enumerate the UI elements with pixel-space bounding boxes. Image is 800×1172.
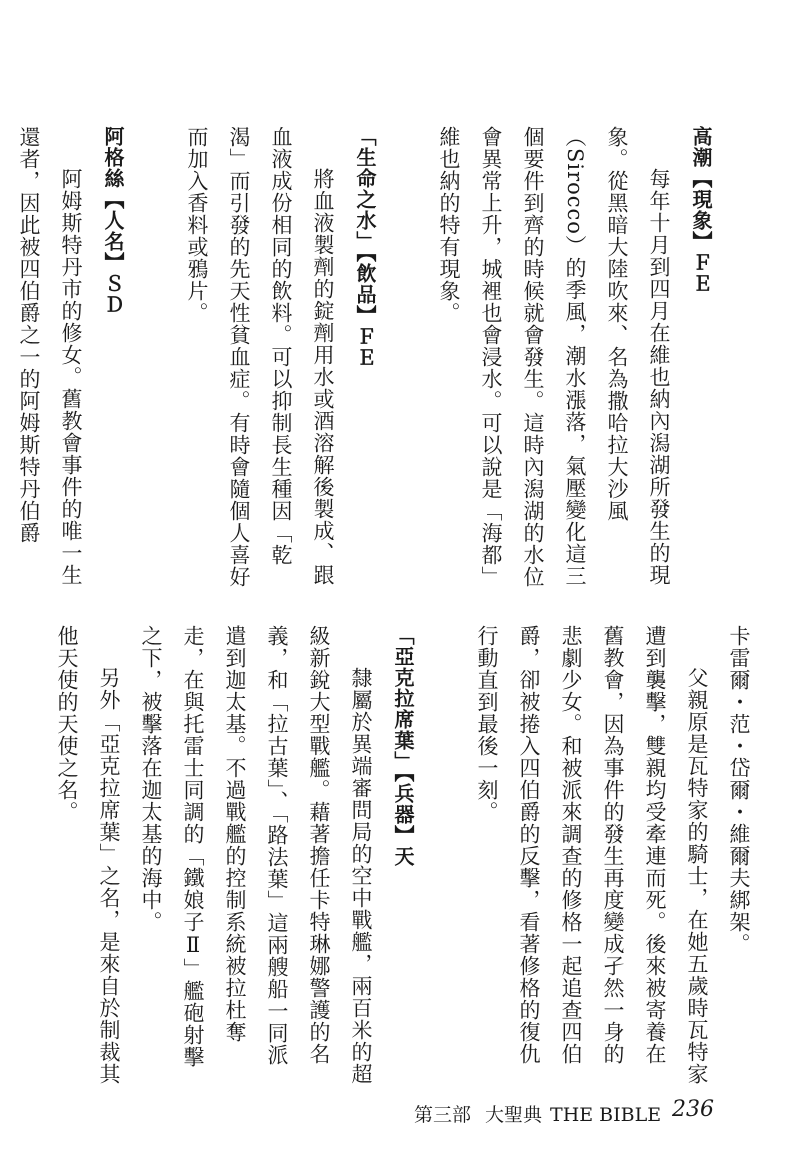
- bottom-text-block: [55, 625, 760, 1085]
- footer-book: 大聖典: [485, 1104, 543, 1126]
- entry-heading-arc-la-siel: 「亞克拉席葉」【兵器】天: [391, 625, 415, 867]
- footer-part: 第三部: [414, 1104, 472, 1126]
- footer-book-en: THE BIBLE: [550, 1104, 662, 1126]
- entry-body-climax: 每年十月到四月在維也納內潟湖所發生的現象。從黑暗大陸吹來、名為撒哈拉大沙風（Sirocco）的季風，潮水漲落，氣壓變化這三個要件到齊的時候就會發生。這時內潟湖的水位會異常上升，城裡也會浸水。可以說是「海都」維也納的特有現象。: [437, 126, 671, 588]
- entry-gap: [134, 126, 176, 596]
- entry-body-agnes-continued: 卡雷爾・范・岱爾・維爾夫綁架。: [727, 625, 751, 955]
- page-number: 236: [672, 1097, 714, 1122]
- entry-gap: [386, 126, 428, 596]
- top-text-block: [17, 126, 722, 596]
- entry-heading-water-of-life: 「生命之水」【飲品】ＦＥ: [353, 126, 377, 368]
- entry-body-agnes-paragraph: 父親原是瓦特家的騎士，在她五歲時瓦特家遭到襲擊，雙親均受牽連而死。後來被寄養在舊教會，因為事件的發生再度變成孑然一身的悲劇少女。和被派來調查的修格一起追查四伯爵，卻被捲入四伯爵的反擊，看著修格的復仇行動直到最後一刻。: [475, 625, 709, 1085]
- entry-body-water-of-life: 將血液製劑的錠劑用水或酒溶解後製成、跟血液成份相同的飲料。可以抑制長生種因「乾渴」而引發的先天性貧血症。有時會隨個人喜好而加入香料或鴉片。: [185, 126, 335, 588]
- running-footer: [414, 1100, 661, 1127]
- entry-gap: [424, 625, 466, 1085]
- entry-heading-agnes: 阿格絲【人名】ＳＤ: [101, 126, 125, 315]
- entry-heading-climax: 高潮【現象】ＦＥ: [689, 126, 713, 294]
- entry-body-arc-la-siel: 隸屬於異端審問局的空中戰艦，兩百米的超級新銳大型戰艦。藉著擔任卡特琳娜警護的名義，和「拉古葉」、「路法葉」這兩艘船一同派遣到迦太基。不過戰艦的控制系統被拉杜奪走，在與托雷士同調的「鐵娘子Ⅱ」艦砲射擊之下，被擊落在迦太基的海中。: [139, 625, 373, 1085]
- entry-body-agnes: 阿姆斯特丹市的修女。舊教會事件的唯一生還者，因此被四伯爵之一的阿姆斯特丹伯爵: [17, 126, 83, 586]
- entry-body-arc-la-siel-note: 另外「亞克拉席葉」之名，是來自於制裁其他天使的天使之名。: [55, 625, 121, 1085]
